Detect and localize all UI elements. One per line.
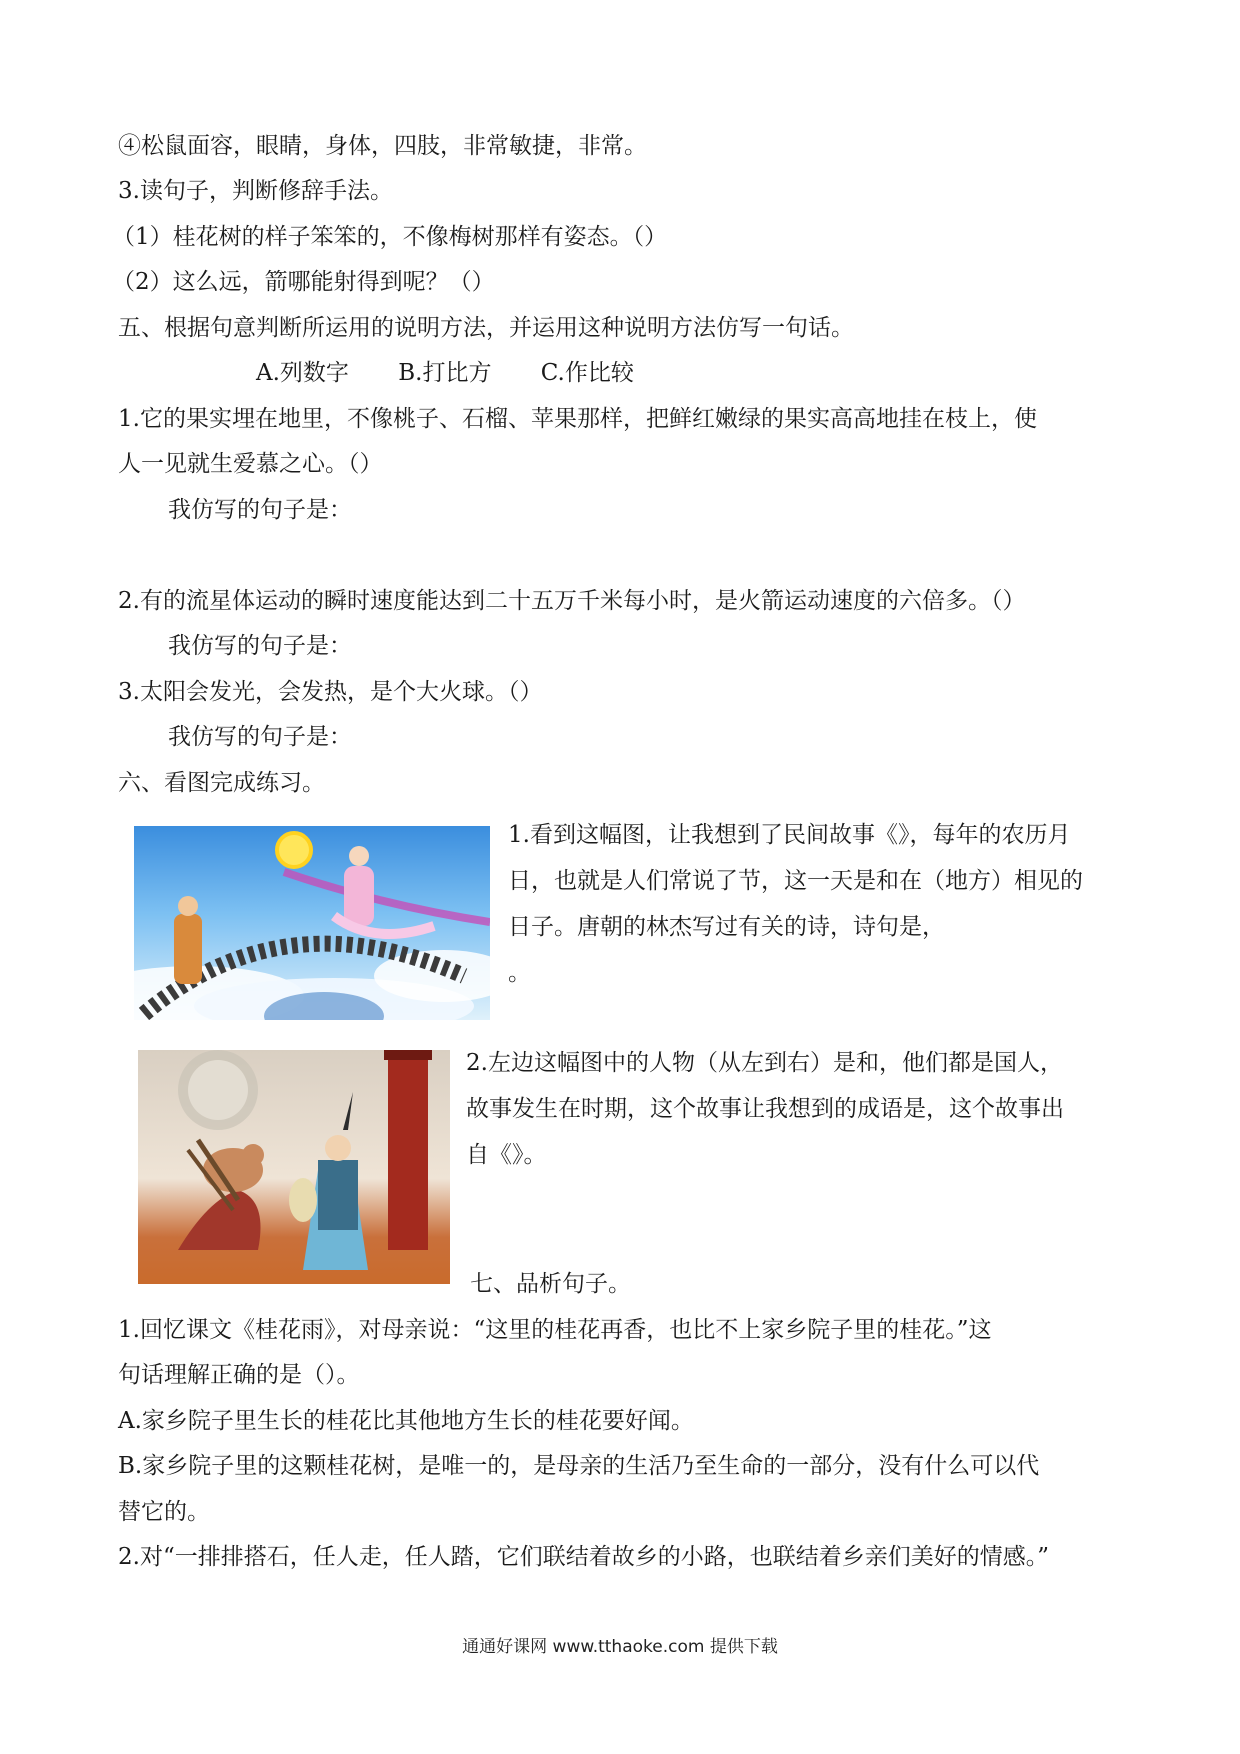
exercise-1-line: 日子。唐朝的林杰写过有关的诗，诗句是， [508,914,945,940]
options-row [256,358,676,388]
answer-option-b-cont: 替它的。 [118,1499,210,1525]
exercise-2-line: 自《》。 [466,1142,547,1168]
magpie-bridge-drawing [134,826,490,1020]
imitation-prompt: 我仿写的句子是： [168,497,352,523]
section-heading-6: 六、看图完成练习。 [118,770,325,796]
section-heading-5: 五、根据句意判断所运用的说明方法，并运用这种说明方法仿写一句话。 [118,315,854,341]
text-line: 句话理解正确的是（）。 [118,1362,360,1388]
exercise-2-line: 故事发生在时期，这个故事让我想到的成语是，这个故事出 [466,1096,1064,1122]
answer-option-b: B.家乡院子里的这颗桂花树，是唯一的，是母亲的生活乃至生命的一部分，没有什么可以代 [118,1453,1040,1479]
page-footer: 通通好课网 www.tthaoke.com 提供下载 [462,1637,778,1657]
text-line: 3.读句子，判断修辞手法。 [118,178,393,204]
section-heading-7: 七、品析句子。 [470,1271,631,1297]
bearing-thorns-drawing [138,1050,450,1284]
exercise-2-text [466,1040,1126,1178]
imitation-prompt: 我仿写的句子是： [168,633,352,659]
exercise-1-line: 日，也就是人们常说了节，这一天是和在（地方）相见的 [508,868,1083,894]
text-line: （1）桂花树的样子笨笨的，不像梅树那样有姿态。（） [112,224,668,250]
text-line: 3.太阳会发光，会发热，是个大火球。（） [118,679,543,705]
bearing-thorns-illustration [138,1050,450,1284]
text-line: （2）这么远，箭哪能射得到呢？（） [112,269,495,295]
text-line: 1.它的果实埋在地里，不像桃子、石榴、苹果那样，把鲜红嫩绿的果实高高地挂在枝上，使 [118,406,1037,432]
exercise-1-line: 1.看到这幅图，让我想到了民间故事《》，每年的农历月 [508,822,1071,848]
exercise-1-text [508,812,1118,996]
option-a: A.列数字 [256,360,349,386]
text-line: 1.回忆课文《桂花雨》，对母亲说：“这里的桂花再香，也比不上家乡院子里的桂花。”这 [118,1317,992,1343]
option-b: B.打比方 [398,360,492,386]
answer-option-a: A.家乡院子里生长的桂花比其他地方生长的桂花要好闻。 [118,1408,694,1434]
text-line: 人一见就生爱慕之心。（） [118,451,383,477]
text-line: ④松鼠面容，眼睛，身体，四肢，非常敏捷，非常。 [118,133,647,159]
option-c: C.作比较 [540,360,634,386]
text-line: 2.对“一排排搭石，任人走，任人踏，它们联结着故乡的小路，也联结着乡亲们美好的情感。” [118,1544,1049,1570]
exercise-1-line: 。 [508,960,531,986]
imitation-prompt: 我仿写的句子是： [168,724,352,750]
text-line: 2.有的流星体运动的瞬时速度能达到二十五万千米每小时，是火箭运动速度的六倍多。（） [118,588,1026,614]
exercise-2-line: 2.左边这幅图中的人物（从左到右）是和，他们都是国人， [466,1050,1063,1076]
magpie-bridge-illustration [134,826,490,1020]
